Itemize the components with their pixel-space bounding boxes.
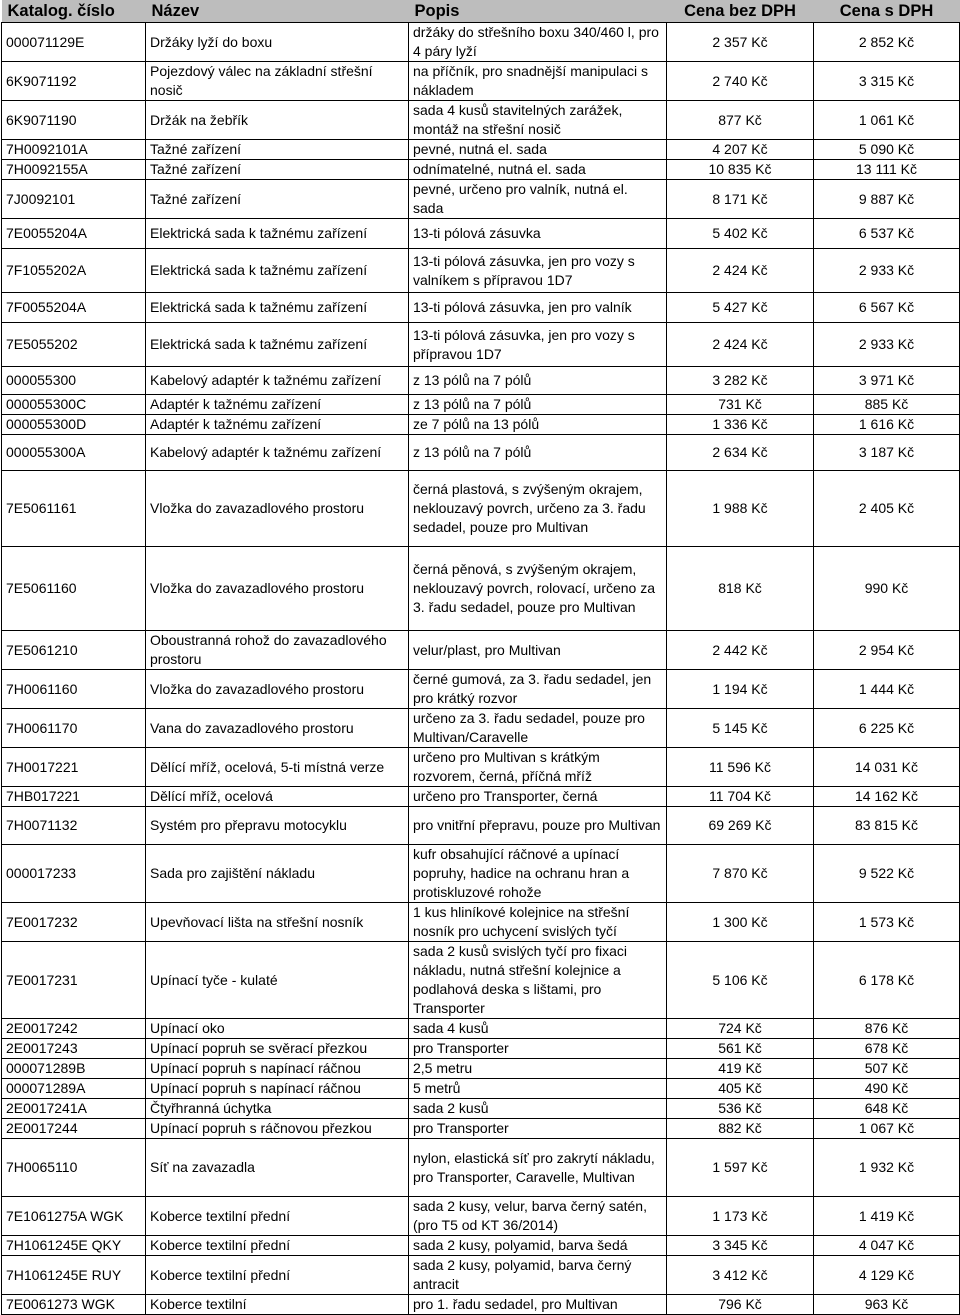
row-name: Upínací tyče - kulaté [146, 942, 409, 1019]
row-price-vat: 3 971 Kč [814, 367, 960, 395]
row-price-vat: 6 537 Kč [814, 219, 960, 249]
row-price: 1 300 Kč [667, 903, 814, 942]
row-name: Koberce textilní přední [146, 1236, 409, 1256]
row-price: 1 173 Kč [667, 1197, 814, 1236]
table-row [2, 748, 960, 787]
table-row [2, 1197, 960, 1236]
row-desc: z 13 pólů na 7 pólů [409, 367, 667, 395]
row-name: Dělící mříž, ocelová, 5-ti místná verze [146, 748, 409, 787]
row-desc: na příčník, pro snadnější manipulaci s nákladem [409, 62, 667, 101]
row-name: Vložka do zavazadlového prostoru [146, 471, 409, 547]
row-code: 7H1061245E QKY [2, 1236, 146, 1256]
row-name: Sada pro zajištění nákladu [146, 845, 409, 903]
row-price-vat: 1 573 Kč [814, 903, 960, 942]
row-price-vat: 2 852 Kč [814, 23, 960, 62]
row-name: Dělící mříž, ocelová [146, 787, 409, 807]
row-price: 2 634 Kč [667, 435, 814, 471]
row-code: 2E0017244 [2, 1119, 146, 1139]
row-desc: z 13 pólů na 7 pólů [409, 435, 667, 471]
row-desc: nylon, elastická síť pro zakrytí nákladu, pro Transporter, Caravelle, Multivan [409, 1139, 667, 1197]
row-price-vat: 3 187 Kč [814, 435, 960, 471]
row-desc: velur/plast, pro Multivan [409, 631, 667, 670]
table-row [2, 547, 960, 631]
row-price-vat: 4 047 Kč [814, 1236, 960, 1256]
row-name: Vana do zavazadlového prostoru [146, 709, 409, 748]
row-price-vat: 5 090 Kč [814, 140, 960, 160]
row-price: 3 412 Kč [667, 1256, 814, 1295]
row-price-vat: 507 Kč [814, 1059, 960, 1079]
row-desc: černá plastová, s zvýšeným okrajem, neklouzavý povrch, určeno za 3. řadu sedadel, pouze pro Multivan [409, 471, 667, 547]
row-price: 724 Kč [667, 1019, 814, 1039]
row-code: 7H0017221 [2, 748, 146, 787]
row-code: 000071289B [2, 1059, 146, 1079]
row-price-vat: 14 031 Kč [814, 748, 960, 787]
row-name: Vložka do zavazadlového prostoru [146, 547, 409, 631]
header-desc: Popis [409, 0, 667, 23]
row-price-vat: 2 954 Kč [814, 631, 960, 670]
row-desc: držáky do střešního boxu 340/460 l, pro 4 páry lyží [409, 23, 667, 62]
row-name: Držáky lyží do boxu [146, 23, 409, 62]
row-name: Adaptér k tažnému zařízení [146, 395, 409, 415]
row-name: Tažné zařízení [146, 140, 409, 160]
row-price: 2 357 Kč [667, 23, 814, 62]
row-name: Držák na žebřík [146, 101, 409, 140]
row-name: Čtyřhranná úchytka [146, 1099, 409, 1119]
row-price: 5 145 Kč [667, 709, 814, 748]
row-name: Upínací popruh s napínací ráčnou [146, 1059, 409, 1079]
row-desc: kufr obsahující ráčnové a upínací popruhy, hadice na ochranu hran a protiskluzové rohože [409, 845, 667, 903]
row-price: 11 596 Kč [667, 748, 814, 787]
row-code: 7E0017231 [2, 942, 146, 1019]
table-row [2, 1079, 960, 1099]
row-price-vat: 4 129 Kč [814, 1256, 960, 1295]
row-price-vat: 9 887 Kč [814, 180, 960, 219]
row-desc: z 13 pólů na 7 pólů [409, 395, 667, 415]
row-price-vat: 6 178 Kč [814, 942, 960, 1019]
row-price: 4 207 Kč [667, 140, 814, 160]
row-price-vat: 885 Kč [814, 395, 960, 415]
row-name: Elektrická sada k tažnému zařízení [146, 293, 409, 323]
row-price: 5 402 Kč [667, 219, 814, 249]
row-name: Koberce textilní přední [146, 1197, 409, 1236]
row-name: Upevňovací lišta na střešní nosník [146, 903, 409, 942]
row-price-vat: 2 933 Kč [814, 323, 960, 367]
row-desc: pevné, určeno pro valník, nutná el. sada [409, 180, 667, 219]
row-code: 7F0055204A [2, 293, 146, 323]
table-row [2, 1099, 960, 1119]
row-price: 1 336 Kč [667, 415, 814, 435]
row-code: 7E5061161 [2, 471, 146, 547]
row-desc: pro vnitřní přepravu, pouze pro Multivan [409, 807, 667, 845]
row-desc: pro 1. řadu sedadel, pro Multivan [409, 1295, 667, 1315]
row-desc: pevné, nutná el. sada [409, 140, 667, 160]
row-name: Pojezdový válec na základní střešní nosič [146, 62, 409, 101]
row-desc: 5 metrů [409, 1079, 667, 1099]
header-row [2, 0, 960, 23]
row-name: Upínací popruh s napínací ráčnou [146, 1079, 409, 1099]
row-code: 7H1061245E RUY [2, 1256, 146, 1295]
row-price: 11 704 Kč [667, 787, 814, 807]
row-price: 3 345 Kč [667, 1236, 814, 1256]
table-row [2, 845, 960, 903]
row-code: 6K9071190 [2, 101, 146, 140]
table-row [2, 160, 960, 180]
row-price-vat: 1 419 Kč [814, 1197, 960, 1236]
table-row [2, 367, 960, 395]
table-row [2, 395, 960, 415]
table-row [2, 631, 960, 670]
row-price-vat: 1 067 Kč [814, 1119, 960, 1139]
row-code: 7F1055202A [2, 249, 146, 293]
table-row [2, 219, 960, 249]
row-price-vat: 648 Kč [814, 1099, 960, 1119]
row-price: 731 Kč [667, 395, 814, 415]
row-desc: 13-ti pólová zásuvka, jen pro valník [409, 293, 667, 323]
row-code: 7E1061275A WGK [2, 1197, 146, 1236]
row-price-vat: 876 Kč [814, 1019, 960, 1039]
row-price-vat: 3 315 Kč [814, 62, 960, 101]
table-row [2, 1059, 960, 1079]
header-name: Název [146, 0, 409, 23]
row-price: 536 Kč [667, 1099, 814, 1119]
row-name: Upínací popruh se svěrací přezkou [146, 1039, 409, 1059]
table-row [2, 249, 960, 293]
table-row [2, 670, 960, 709]
table-row [2, 787, 960, 807]
row-price: 2 740 Kč [667, 62, 814, 101]
row-desc: pro Transporter [409, 1039, 667, 1059]
row-code: 000017233 [2, 845, 146, 903]
row-desc: 2,5 metru [409, 1059, 667, 1079]
table-row [2, 415, 960, 435]
table-row [2, 435, 960, 471]
row-name: Koberce textilní [146, 1295, 409, 1315]
row-name: Elektrická sada k tažnému zařízení [146, 249, 409, 293]
row-name: Tažné zařízení [146, 180, 409, 219]
row-code: 7H0061160 [2, 670, 146, 709]
header-price: Cena bez DPH [667, 0, 814, 23]
table-row [2, 293, 960, 323]
row-price-vat: 678 Kč [814, 1039, 960, 1059]
row-desc: sada 2 kusy, polyamid, barva šedá [409, 1236, 667, 1256]
row-price: 1 597 Kč [667, 1139, 814, 1197]
row-code: 7H0092101A [2, 140, 146, 160]
row-code: 000055300D [2, 415, 146, 435]
row-name: Tažné zařízení [146, 160, 409, 180]
table-row [2, 942, 960, 1019]
row-desc: pro Transporter [409, 1119, 667, 1139]
row-code: 000071129E [2, 23, 146, 62]
row-price: 2 442 Kč [667, 631, 814, 670]
row-name: Koberce textilní přední [146, 1256, 409, 1295]
row-price: 1 988 Kč [667, 471, 814, 547]
table-row [2, 807, 960, 845]
header-price-vat: Cena s DPH [814, 0, 960, 23]
row-price: 561 Kč [667, 1039, 814, 1059]
row-name: Vložka do zavazadlového prostoru [146, 670, 409, 709]
row-price-vat: 1 061 Kč [814, 101, 960, 140]
table-row [2, 1119, 960, 1139]
table-row [2, 1295, 960, 1315]
row-code: 7H0092155A [2, 160, 146, 180]
row-code: 7E0017232 [2, 903, 146, 942]
row-desc: sada 2 kusy, polyamid, barva černý antracit [409, 1256, 667, 1295]
row-price: 2 424 Kč [667, 249, 814, 293]
row-price: 7 870 Kč [667, 845, 814, 903]
row-code: 7E5061210 [2, 631, 146, 670]
row-code: 7H0065110 [2, 1139, 146, 1197]
table-row [2, 23, 960, 62]
row-code: 7HB017221 [2, 787, 146, 807]
row-price: 5 106 Kč [667, 942, 814, 1019]
row-name: Kabelový adaptér k tažnému zařízení [146, 435, 409, 471]
row-name: Elektrická sada k tažnému zařízení [146, 323, 409, 367]
table-row [2, 1019, 960, 1039]
row-price-vat: 6 225 Kč [814, 709, 960, 748]
row-code: 6K9071192 [2, 62, 146, 101]
table-row [2, 140, 960, 160]
row-price-vat: 2 933 Kč [814, 249, 960, 293]
row-name: Síť na zavazadla [146, 1139, 409, 1197]
row-desc: ze 7 pólů na 13 pólů [409, 415, 667, 435]
row-code: 7J0092101 [2, 180, 146, 219]
row-code: 7E0061273 WGK [2, 1295, 146, 1315]
row-price: 818 Kč [667, 547, 814, 631]
row-code: 2E0017241A [2, 1099, 146, 1119]
row-price: 405 Kč [667, 1079, 814, 1099]
row-price-vat: 14 162 Kč [814, 787, 960, 807]
row-price: 882 Kč [667, 1119, 814, 1139]
row-name: Elektrická sada k tažnému zařízení [146, 219, 409, 249]
row-price: 2 424 Kč [667, 323, 814, 367]
row-name: Oboustranná rohož do zavazadlového prostoru [146, 631, 409, 670]
row-price-vat: 963 Kč [814, 1295, 960, 1315]
row-price: 419 Kč [667, 1059, 814, 1079]
row-price-vat: 1 616 Kč [814, 415, 960, 435]
table-row [2, 101, 960, 140]
row-desc: určeno za 3. řadu sedadel, pouze pro Multivan/Caravelle [409, 709, 667, 748]
row-code: 7E5055202 [2, 323, 146, 367]
row-name: Upínací oko [146, 1019, 409, 1039]
row-name: Systém pro přepravu motocyklu [146, 807, 409, 845]
row-desc: určeno pro Transporter, černá [409, 787, 667, 807]
row-code: 7E0055204A [2, 219, 146, 249]
table-row [2, 62, 960, 101]
row-price-vat: 9 522 Kč [814, 845, 960, 903]
row-price: 796 Kč [667, 1295, 814, 1315]
row-price: 1 194 Kč [667, 670, 814, 709]
row-desc: sada 2 kusy, velur, barva černý satén, (pro T5 od KT 36/2014) [409, 1197, 667, 1236]
row-desc: odnímatelné, nutná el. sada [409, 160, 667, 180]
table-row [2, 471, 960, 547]
row-code: 2E0017243 [2, 1039, 146, 1059]
row-name: Upínací popruh s ráčnovou přezkou [146, 1119, 409, 1139]
row-name: Kabelový adaptér k tažnému zařízení [146, 367, 409, 395]
row-price: 877 Kč [667, 101, 814, 140]
row-price: 8 171 Kč [667, 180, 814, 219]
row-price-vat: 490 Kč [814, 1079, 960, 1099]
row-price-vat: 1 444 Kč [814, 670, 960, 709]
row-desc: černá pěnová, s zvýšeným okrajem, neklouzavý povrch, rolovací, určeno za 3. řadu sedadel, pouze pro Multivan [409, 547, 667, 631]
row-price-vat: 13 111 Kč [814, 160, 960, 180]
row-code: 000055300A [2, 435, 146, 471]
table-row [2, 323, 960, 367]
row-desc: 1 kus hliníkové kolejnice na střešní nosník pro uchycení svislých tyčí [409, 903, 667, 942]
table-row [2, 1256, 960, 1295]
row-price: 10 835 Kč [667, 160, 814, 180]
row-code: 000055300 [2, 367, 146, 395]
price-table [1, 0, 960, 1315]
row-code: 000055300C [2, 395, 146, 415]
row-code: 7H0071132 [2, 807, 146, 845]
row-desc: 13-ti pólová zásuvka, jen pro vozy s valníkem s přípravou 1D7 [409, 249, 667, 293]
row-code: 7E5061160 [2, 547, 146, 631]
row-price: 69 269 Kč [667, 807, 814, 845]
row-desc: sada 2 kusů [409, 1099, 667, 1119]
row-name: Adaptér k tažnému zařízení [146, 415, 409, 435]
table-row [2, 1039, 960, 1059]
row-price-vat: 83 815 Kč [814, 807, 960, 845]
table-row [2, 180, 960, 219]
row-desc: 13-ti pólová zásuvka [409, 219, 667, 249]
header-code: Katalog. číslo [2, 0, 146, 23]
row-price-vat: 2 405 Kč [814, 471, 960, 547]
table-row [2, 903, 960, 942]
row-price-vat: 6 567 Kč [814, 293, 960, 323]
table-row [2, 1236, 960, 1256]
row-price-vat: 990 Kč [814, 547, 960, 631]
table-row [2, 1139, 960, 1197]
row-desc: určeno pro Multivan s krátkým rozvorem, černá, příčná mříž [409, 748, 667, 787]
row-desc: sada 4 kusů [409, 1019, 667, 1039]
row-code: 2E0017242 [2, 1019, 146, 1039]
row-code: 7H0061170 [2, 709, 146, 748]
row-price: 5 427 Kč [667, 293, 814, 323]
row-desc: sada 2 kusů svislých tyčí pro fixaci nákladu, nutná střešní kolejnice a podlahová deska s lištami, pro Transporter [409, 942, 667, 1019]
row-desc: černé gumová, za 3. řadu sedadel, jen pro krátký rozvor [409, 670, 667, 709]
table-row [2, 709, 960, 748]
row-desc: 13-ti pólová zásuvka, jen pro vozy s přípravou 1D7 [409, 323, 667, 367]
row-code: 000071289A [2, 1079, 146, 1099]
row-price-vat: 1 932 Kč [814, 1139, 960, 1197]
row-desc: sada 4 kusů stavitelných zarážek, montáž na střešní nosič [409, 101, 667, 140]
row-price: 3 282 Kč [667, 367, 814, 395]
